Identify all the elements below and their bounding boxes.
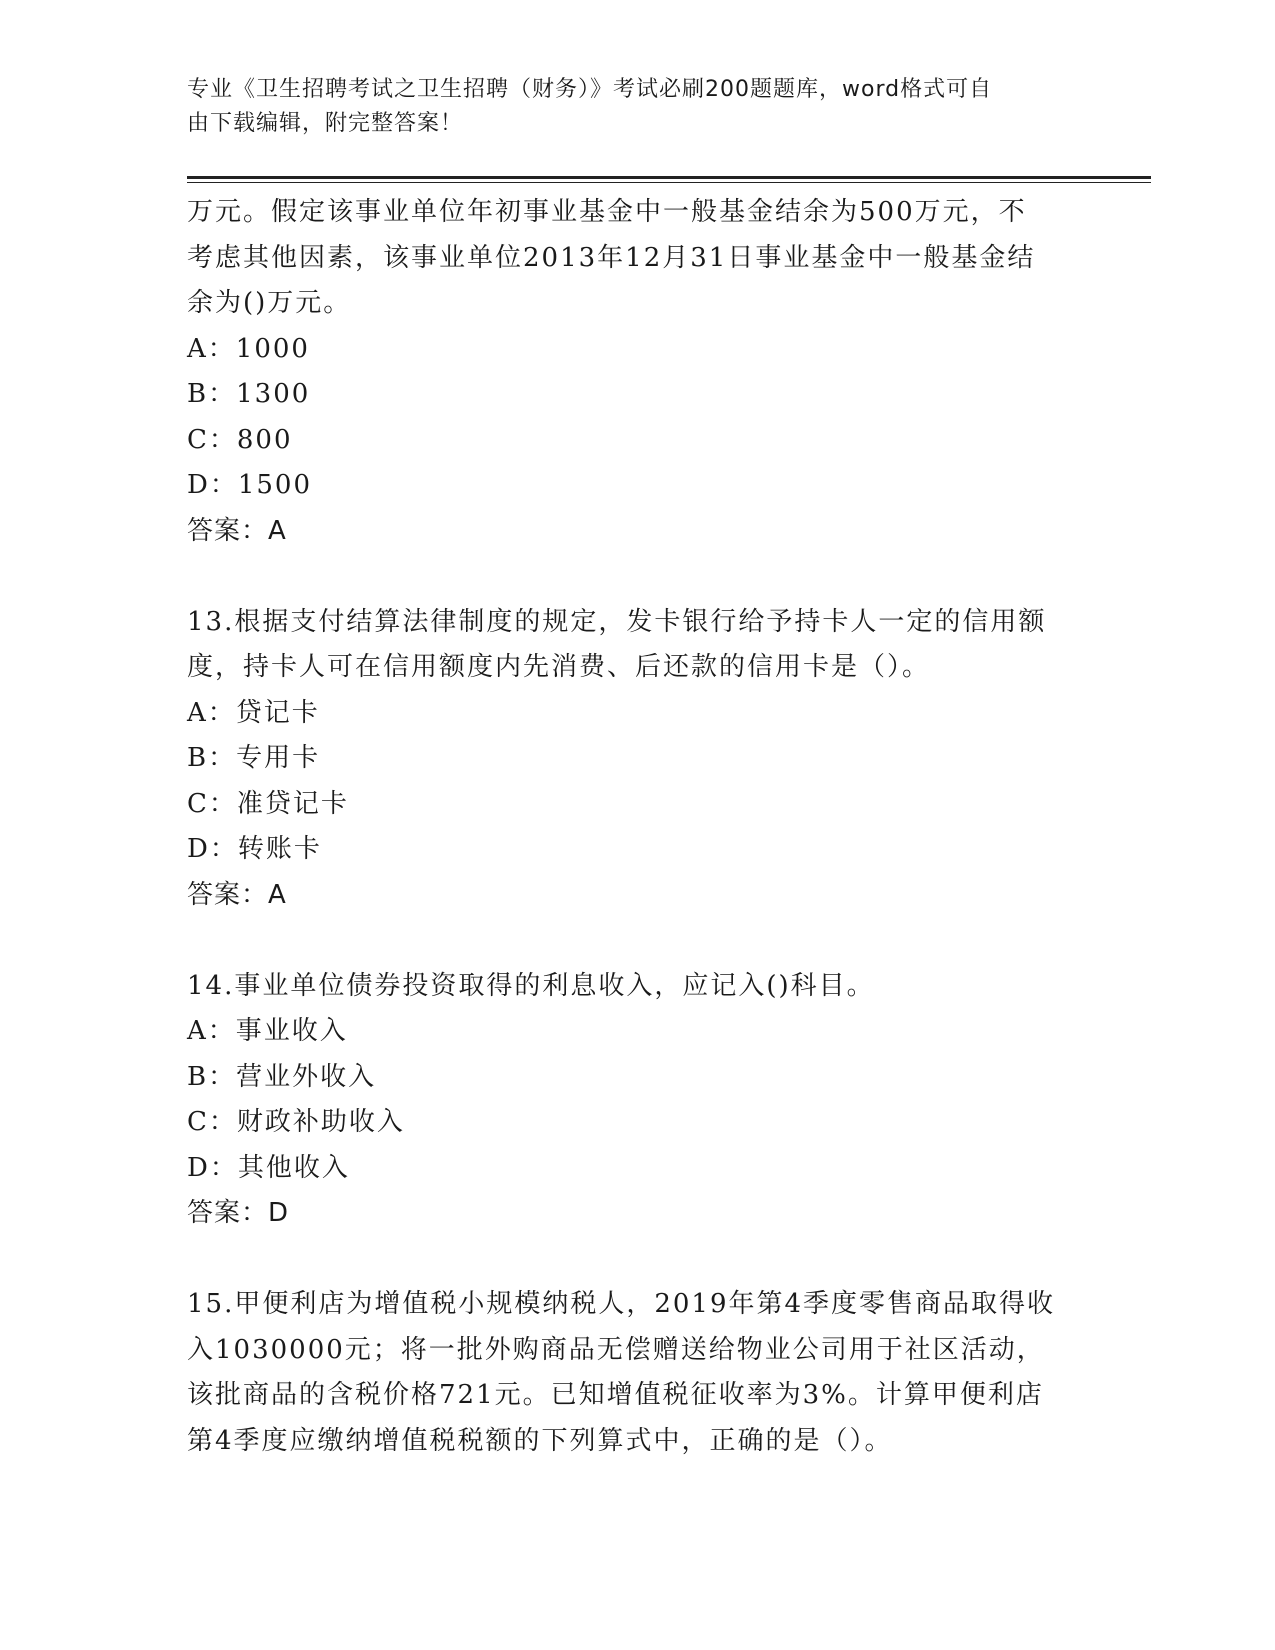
option-b: B：1300 [187,379,311,409]
option-c: C：财政补助收入 [187,1107,405,1137]
header-divider-thin [187,182,1151,183]
question-spacer [187,554,1087,600]
option-d: D：转账卡 [187,834,322,864]
question-stem-line: 入1030000元；将一批外购商品无偿赠送给物业公司用于社区活动， [187,1334,1045,1365]
option-a: A：事业收入 [187,1016,348,1046]
question-stem-line: 考虑其他因素，该事业单位2013年12月31日事业基金中一般基金结 [187,242,1036,273]
option-c: C：800 [187,424,293,455]
question-stem-line: 14.事业单位债券投资取得的利息收入，应记入()科目。 [187,970,875,1001]
question-12 [187,190,1087,554]
header-title-line-1: 专业《卫生招聘考试之卫生招聘（财务）》考试必刷200题题库，word格式可自 [187,77,993,102]
question-stem-line: 15.甲便利店为增值税小规模纳税人，2019年第4季度零售商品取得收 [187,1289,1056,1319]
header-title-line-2: 由下载编辑，附完整答案！ [187,111,464,136]
option-b: B：营业外收入 [187,1061,377,1092]
question-stem-line: 第4季度应缴纳增值税税额的下列算式中，正确的是（）。 [187,1425,893,1456]
question-stem-line: 该批商品的含税价格721元。已知增值税征收率为3%。计算甲便利店 [187,1380,1044,1410]
answer-label: 答案：A [187,515,287,546]
question-13 [187,600,1087,919]
option-a: A：1000 [187,333,310,364]
question-stem-line: 万元。假定该事业单位年初事业基金中一般基金结余为500万元，不 [187,197,1027,227]
answer-label: 答案：D [187,1198,290,1228]
question-spacer [187,1237,1087,1283]
question-15 [187,1282,1087,1464]
question-stem-line: 余为()万元。 [187,288,352,318]
page-header [187,73,1067,141]
question-14 [187,964,1087,1237]
option-d: D：1500 [187,470,313,500]
option-c: C：准贷记卡 [187,788,349,819]
option-b: B：专用卡 [187,743,321,773]
answer-label: 答案：A [187,879,287,910]
question-spacer [187,918,1087,964]
document-body [187,190,1087,1464]
question-stem-line: 13.根据支付结算法律制度的规定，发卡银行给予持卡人一定的信用额 [187,606,1047,637]
option-d: D：其他收入 [187,1152,350,1183]
header-divider-thick [187,176,1151,179]
option-a: A：贷记卡 [187,697,320,728]
question-stem-line: 度，持卡人可在信用额度内先消费、后还款的信用卡是（）。 [187,652,931,682]
